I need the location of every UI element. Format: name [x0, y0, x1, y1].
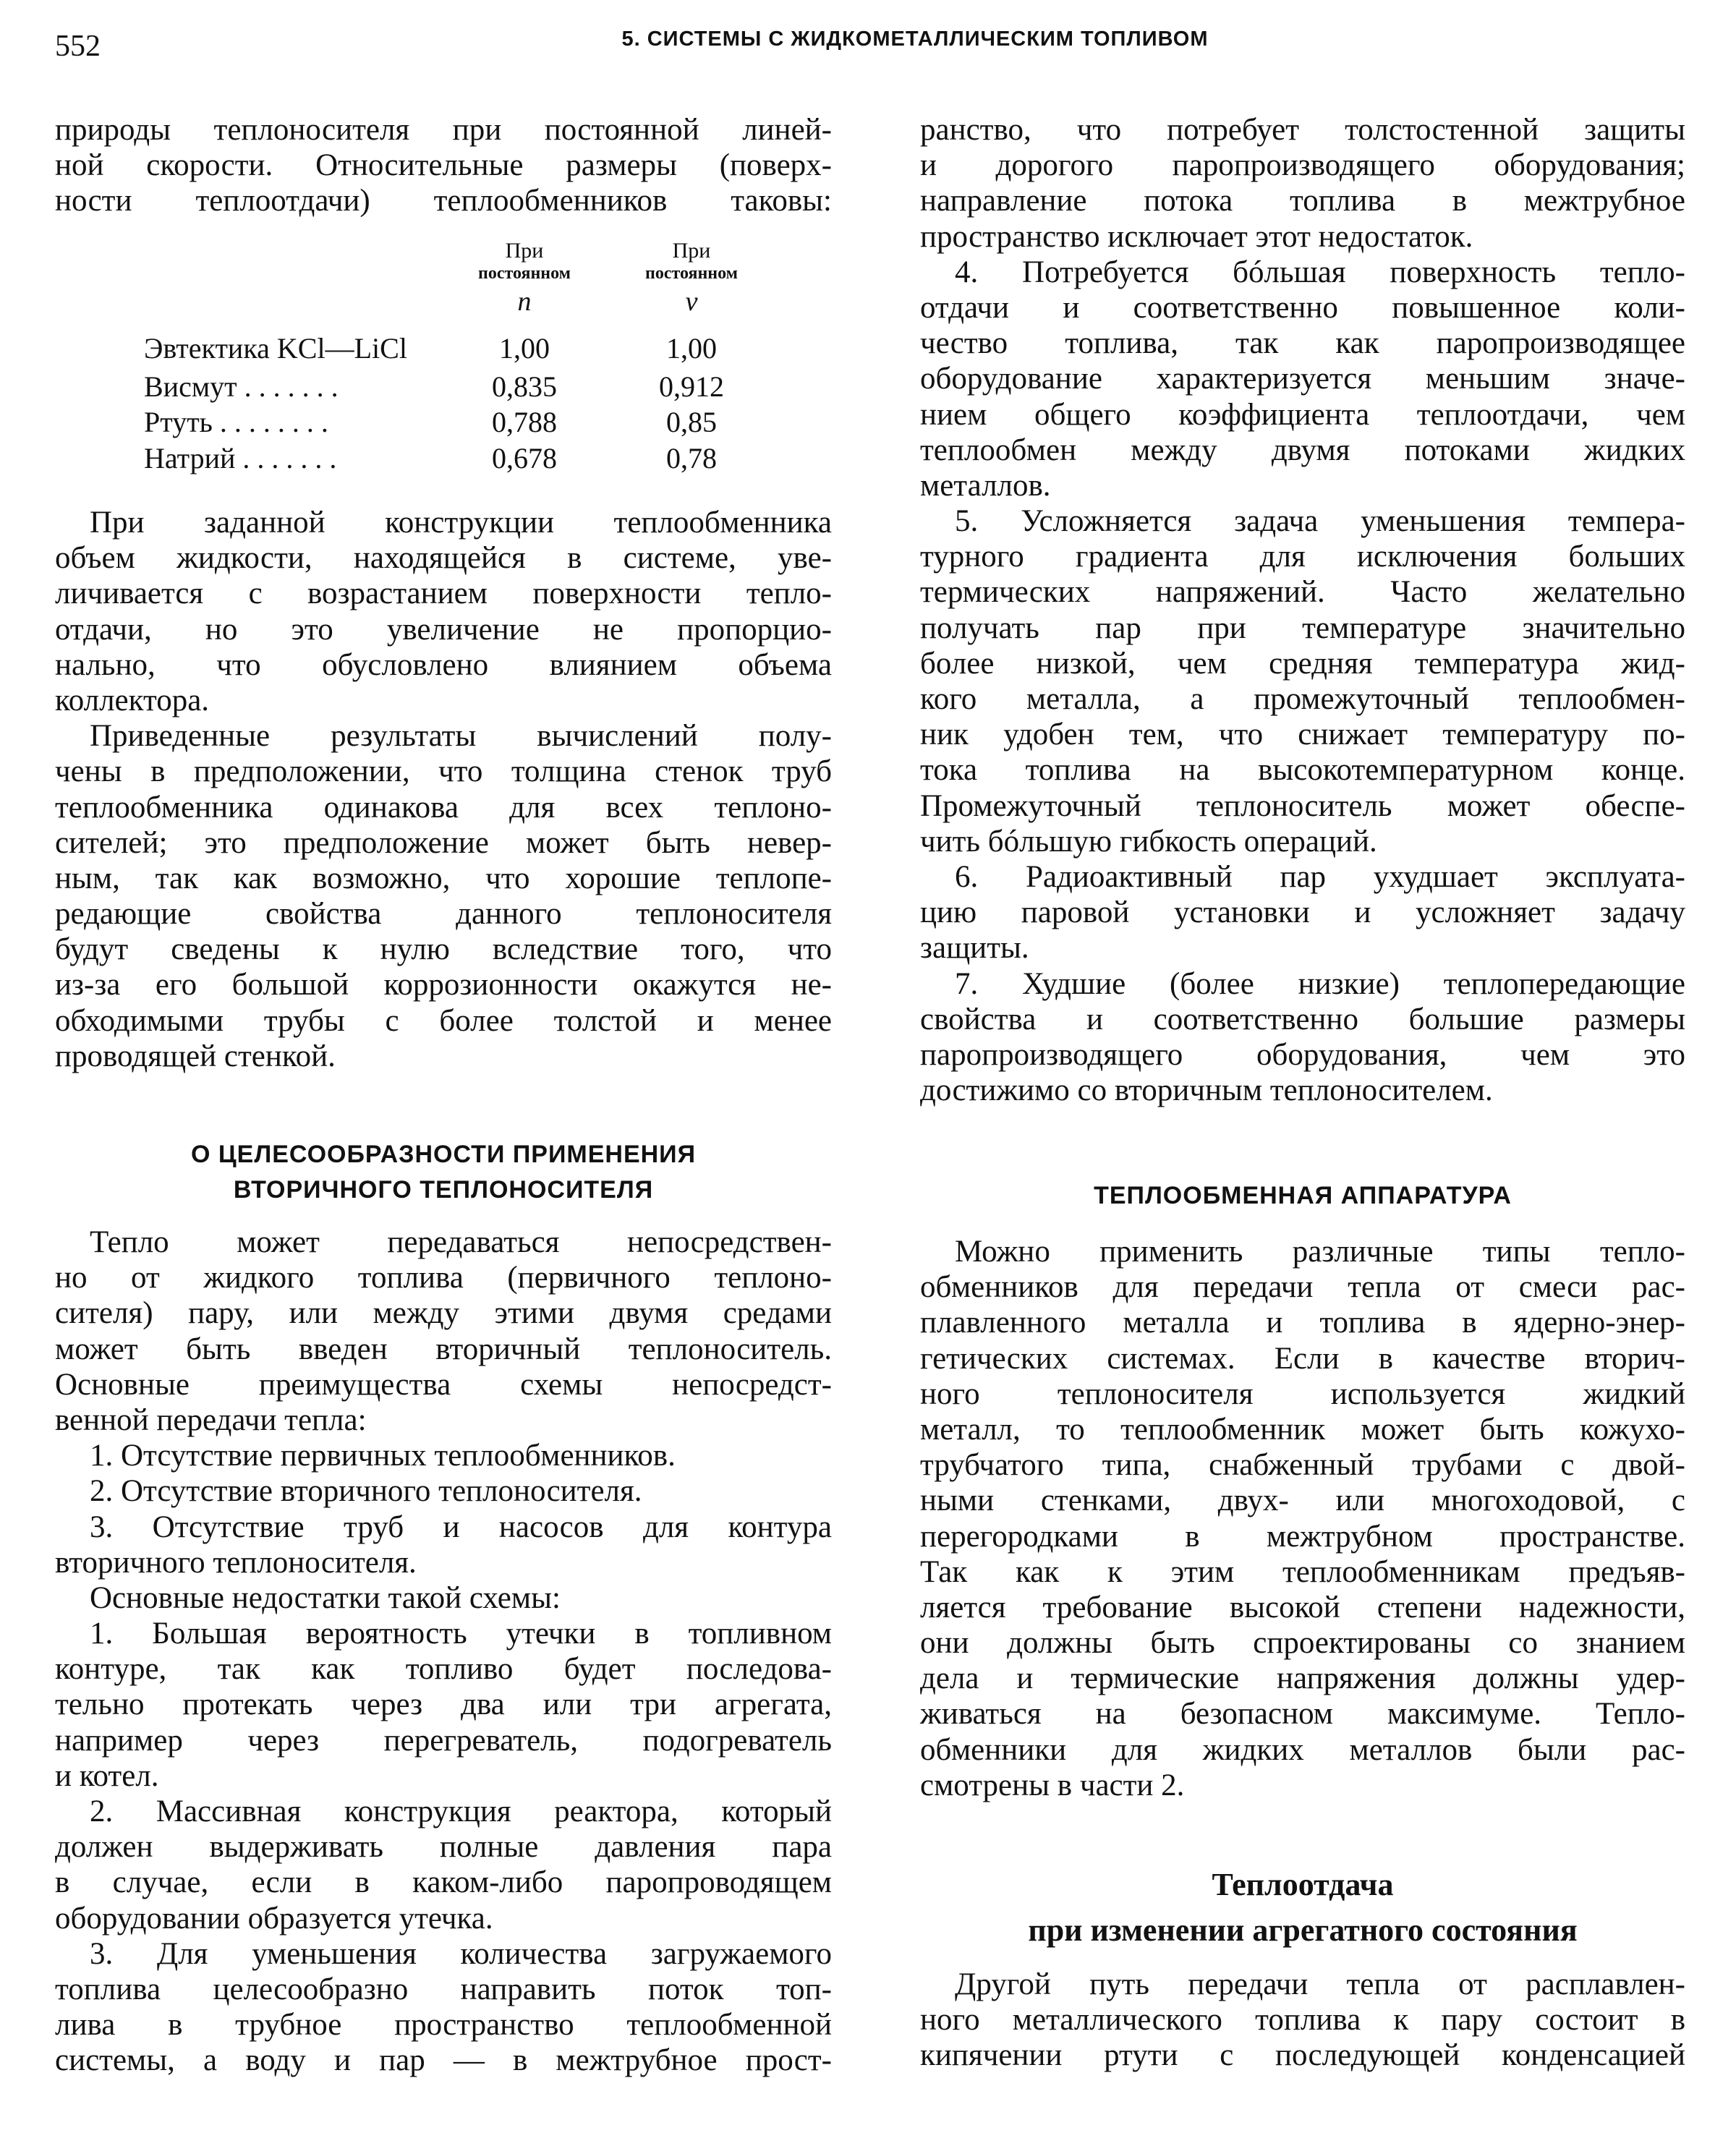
text-line: 4. Потребуется бóльшая поверхность тепло-: [955, 255, 1685, 289]
text-line: При заданной конструкции теплообменника: [90, 506, 832, 540]
text-line: 2. Отсутствие вторичного теплоносителя.: [90, 1474, 642, 1509]
text-line: объем жидкости, находящейся в системе, уве-: [55, 541, 832, 576]
text-line: личивается с возрастанием поверхности тепло-: [55, 576, 832, 611]
text-line: ности теплоотдачи) теплообменников таковы:: [55, 184, 832, 218]
text-line: ник удобен тем, что снижает температуру по-: [920, 718, 1685, 752]
text-line: кипячении ртути с последующей конденсацией: [920, 2038, 1685, 2073]
text-line: Тепло может передаваться непосредствен-: [90, 1225, 832, 1259]
text-line: отдачи, но это увеличение не пропорцио-: [55, 612, 832, 647]
subsection-heading: [920, 1862, 1685, 1953]
text-line: сителей; это предположение может быть невер-: [55, 825, 832, 860]
text-line: тельно протекать через два или три агрегата,: [55, 1687, 832, 1722]
text-line: обменники для жидких металлов были рас-: [920, 1732, 1685, 1767]
heading-line: при изменении агрегатного состояния: [1028, 1912, 1578, 1948]
text-line: достижимо со вторичным теплоносителем.: [920, 1073, 1493, 1108]
cell-n: 1,00: [499, 332, 550, 365]
text-line: системы, а воду и пар — в межтрубное прост-: [55, 2043, 832, 2078]
text-line: например через перегреватель, подогреватель: [55, 1723, 832, 1758]
paragraph: [920, 503, 1685, 859]
text-line: контуре, так как топливо будет последова-: [55, 1652, 832, 1687]
text-line: и котел.: [55, 1758, 159, 1793]
paragraph: [920, 1234, 1685, 1803]
text-line: проводящей стенкой.: [55, 1039, 336, 1073]
heading-line: О ЦЕЛЕСООБРАЗНОСТИ ПРИМЕНЕНИЯ: [190, 1141, 697, 1168]
text-line: природы теплоносителя при постоянной линей-: [55, 113, 832, 147]
text-line: Приведенные результаты вычислений полу-: [90, 719, 832, 754]
heading-line: ТЕПЛООБМЕННАЯ АППАРАТУРА: [1094, 1182, 1512, 1209]
text-line: направление потока топлива в межтрубное: [920, 184, 1685, 218]
text-line: 3. Отсутствие труб и насосов для контура: [90, 1510, 832, 1544]
text-line: трубчатого типа, снабженный трубами с двой-: [920, 1448, 1685, 1483]
table-row: [144, 370, 795, 404]
paragraph: [920, 859, 1685, 966]
text-line: теплообменника одинакова для всех теплоно-: [55, 790, 832, 825]
table-row: [144, 331, 795, 366]
text-line: чены в предположении, что толщина стенок труб: [55, 754, 832, 789]
text-line: ным, так как возможно, что хорошие теплопе-: [55, 861, 832, 895]
text-line: термических напряжений. Часто желательно: [920, 575, 1685, 610]
text-line: тока топлива на высокотемпературном конце.: [920, 753, 1685, 788]
text-line: Так как к этим теплообменникам предъяв-: [920, 1554, 1685, 1589]
column-header-line: При: [505, 239, 544, 263]
text-line: свойства и соответственно большие размеры: [920, 1002, 1685, 1036]
paragraph: [55, 1510, 832, 1580]
text-block: [920, 1967, 1685, 2074]
text-line: Другой путь передачи тепла от расплавлен-: [955, 1967, 1685, 2001]
text-line: Основные недостатки такой схемы:: [90, 1580, 561, 1615]
table-row: [144, 405, 795, 440]
text-line: паропроизводящего оборудования, чем это: [920, 1037, 1685, 1072]
paragraph: [920, 255, 1685, 503]
column-header-symbol: n: [517, 286, 532, 317]
text-line: 7. Худшие (более низкие) теплопередающие: [955, 966, 1685, 1001]
text-line: обходимыми трубы с более толстой и менее: [55, 1003, 832, 1038]
text-line: цию паровой установки и усложняет задачу: [920, 895, 1685, 930]
paragraph: [55, 1473, 832, 1509]
text-line: ного металлического топлива к пару состоит в: [920, 2003, 1685, 2038]
text-line: 6. Радиоактивный пар ухудшает эксплуата-: [955, 859, 1685, 894]
section-heading: [920, 1178, 1685, 1214]
row-label: Ртуть . . . . . . . .: [144, 406, 328, 438]
text-block: [920, 1234, 1685, 1803]
column-header-n: [430, 239, 618, 320]
text-line: сителя) пару, или между этими двумя средами: [55, 1296, 832, 1331]
heading-line: Теплоотдача: [1212, 1867, 1394, 1902]
text-line: коллектора.: [55, 683, 210, 718]
text-line: металл, то теплообменник может быть кожухо-: [920, 1412, 1685, 1447]
text-line: обменников для передачи тепла от смеси рас-: [920, 1270, 1685, 1305]
text-line: топлива целесообразно направить поток топ-: [55, 1972, 832, 2006]
text-line: кого металла, а промежуточный теплообмен-: [920, 682, 1685, 716]
text-line: 3. Для уменьшения количества загружаемого: [90, 1936, 832, 1971]
text-line: нием общего коэффициента теплоотдачи, чем: [920, 397, 1685, 432]
paragraph: [55, 1438, 832, 1473]
text-line: ранство, что потребует толстостенной защиты: [920, 113, 1685, 147]
paragraph: [55, 1936, 832, 2079]
text-line: Основные преимущества схемы непосредст-: [55, 1367, 832, 1402]
column-header-symbol: v: [685, 286, 698, 317]
cell-n: 0,678: [492, 442, 557, 474]
text-line: смотрены в части 2.: [920, 1768, 1185, 1802]
paragraph: [920, 966, 1685, 1109]
text-line: и дорогого паропроизводящего оборудования;: [920, 148, 1685, 183]
paragraph: [55, 1225, 832, 1438]
text-line: перегородками в межтрубном пространстве.: [920, 1519, 1685, 1554]
table-row: [144, 441, 795, 476]
text-line: 2. Массивная конструкция реактора, который: [90, 1794, 832, 1828]
text-line: чество топлива, так как паропроизводящее: [920, 326, 1685, 361]
text-line: редающие свойства данного теплоносителя: [55, 897, 832, 932]
text-line: будут сведены к нулю вследствие того, что: [55, 932, 832, 967]
cell-v: 1,00: [666, 332, 717, 365]
text-line: 5. Усложняется задача уменьшения темпера-: [955, 504, 1685, 539]
text-line: должен выдерживать полные давления пара: [55, 1830, 832, 1865]
text-block: [55, 112, 832, 219]
text-line: дела и термические напряжения должны удер-: [920, 1661, 1685, 1696]
paragraph: [920, 112, 1685, 255]
text-line: Промежуточный теплоноситель может обеспе-: [920, 788, 1685, 823]
text-line: нально, что обусловлено влиянием объема: [55, 647, 832, 682]
text-line: отдачи и соответственно повышенное коли-: [920, 290, 1685, 325]
heading-line: ВТОРИЧНОГО ТЕПЛОНОСИТЕЛЯ: [233, 1176, 654, 1204]
paragraph: [55, 718, 832, 1074]
cell-n: 0,835: [492, 370, 557, 403]
row-label: Эвтектика KCl—LiCl: [144, 332, 407, 365]
cell-v: 0,85: [666, 406, 717, 438]
paragraph: [55, 112, 832, 219]
text-line: плавленного металла и топлива в ядерно-энер-: [920, 1306, 1685, 1340]
section-heading: [55, 1137, 832, 1208]
text-line: оборудовании образуется утечка.: [55, 1901, 493, 1936]
text-line: турного градиента для исключения больших: [920, 540, 1685, 574]
text-line: может быть введен вторичный теплоноситель.: [55, 1332, 832, 1366]
text-line: теплообмен между двумя потоками жидких: [920, 433, 1685, 467]
text-line: оборудование характеризуется меньшим значе-: [920, 362, 1685, 396]
text-line: но от жидкого топлива (первичного теплоно-: [55, 1261, 832, 1295]
paragraph: [920, 1967, 1685, 2074]
text-line: лива в трубное пространство теплообменной: [55, 2008, 832, 2043]
paragraph: [55, 1580, 832, 1616]
column-header-line: постоянном: [477, 264, 571, 283]
text-line: получать пар при температуре значительно: [920, 610, 1685, 645]
running-head: 5. СИСТЕМЫ С ЖИДКОМЕТАЛЛИЧЕСКИМ ТОПЛИВОМ: [621, 27, 1209, 51]
text-line: в случае, если в каком-либо паропроводящем: [55, 1865, 832, 1900]
text-line: ной скорости. Относительные размеры (поверх-: [55, 148, 832, 183]
text-line: металлов.: [920, 468, 1051, 503]
paragraph: [55, 1794, 832, 1936]
cell-v: 0,78: [666, 442, 717, 474]
text-block: [55, 505, 832, 1074]
text-line: живаться на безопасном максимуме. Тепло-: [920, 1697, 1685, 1732]
text-line: чить бóльшую гибкость операций.: [920, 824, 1377, 859]
text-line: 1. Отсутствие первичных теплообменников.: [90, 1439, 676, 1473]
text-line: пространство исключает этот недостаток.: [920, 219, 1473, 254]
column-header-line: При: [672, 239, 711, 263]
text-block: [55, 1225, 832, 2079]
text-line: Можно применить различные типы тепло-: [955, 1235, 1685, 1269]
text-line: гетических системах. Если в качестве вторич-: [920, 1341, 1685, 1376]
text-line: защиты.: [920, 931, 1029, 966]
text-line: 1. Большая вероятность утечки в топливном: [90, 1617, 832, 1651]
text-line: ного теплоносителя используется жидкий: [920, 1376, 1685, 1411]
text-line: более низкой, чем средняя температура жид-: [920, 646, 1685, 681]
text-line: из-за его большой коррозионности окажутся не-: [55, 968, 832, 1002]
cell-n: 0,788: [492, 406, 557, 438]
column-header-line: постоянном: [644, 264, 739, 283]
text-block: [920, 112, 1685, 1108]
column-header-v: [597, 239, 786, 320]
text-line: вторичного теплоносителя.: [55, 1545, 417, 1580]
page-number: 552: [55, 30, 101, 63]
text-line: они должны быть спроектированы со знанием: [920, 1626, 1685, 1661]
text-line: венной передачи тепла:: [55, 1402, 367, 1437]
row-label: Висмут . . . . . . .: [144, 370, 339, 403]
paragraph: [55, 1616, 832, 1794]
row-label: Натрий . . . . . . .: [144, 442, 337, 474]
cell-v: 0,912: [659, 370, 724, 403]
text-line: ляется требование высокой степени надежности,: [920, 1590, 1685, 1625]
text-line: ными стенками, двух- или многоходовой, с: [920, 1483, 1685, 1518]
paragraph: [55, 505, 832, 718]
